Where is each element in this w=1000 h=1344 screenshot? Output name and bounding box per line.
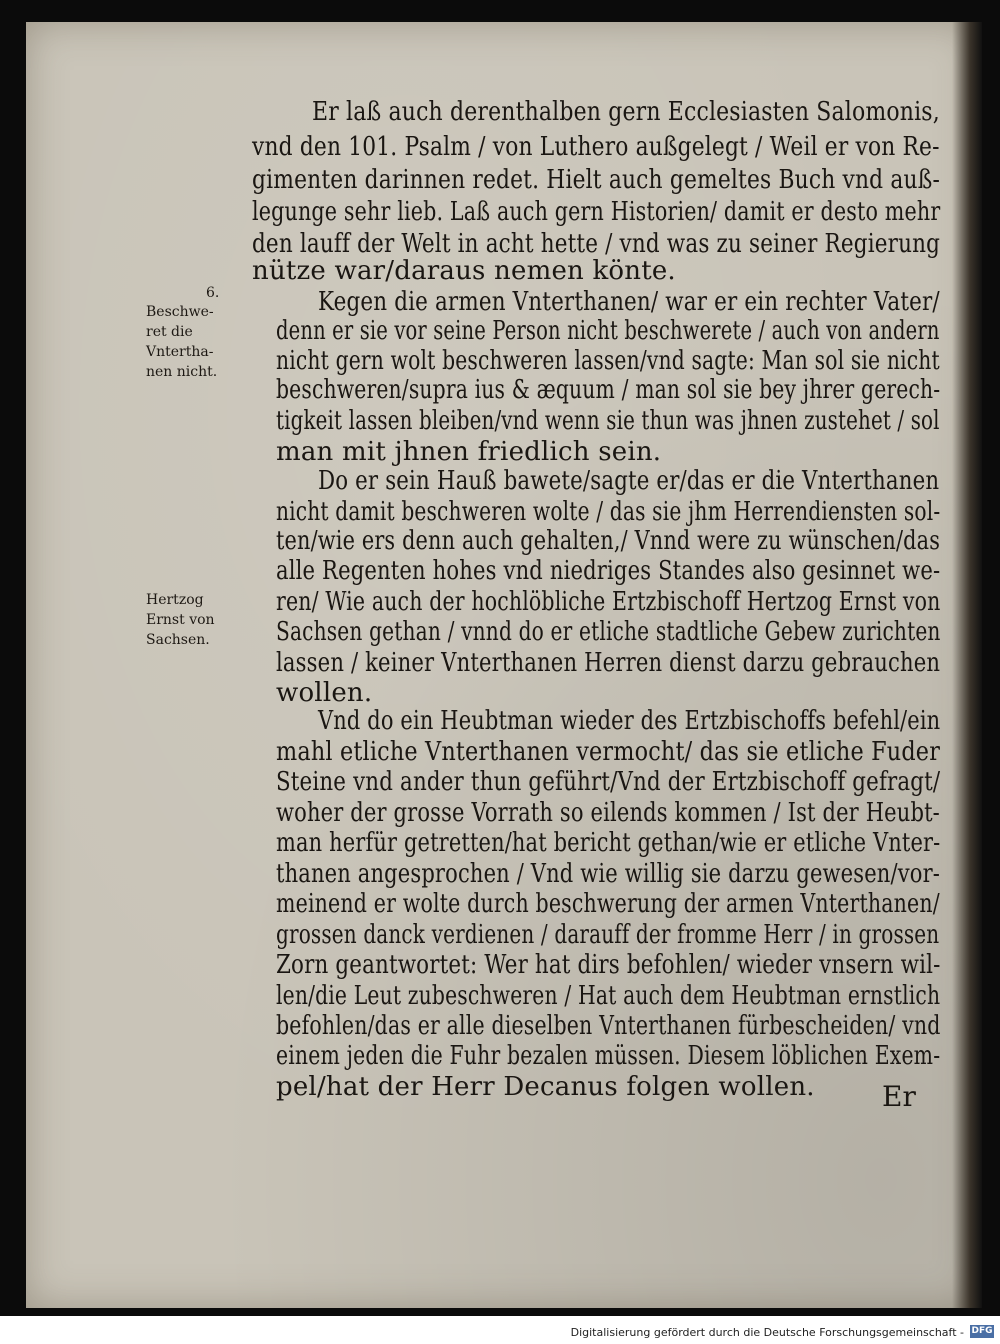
catchword: Er [882, 1080, 916, 1113]
text-line: alle Regenten hohes vnd niedriges Standes also gesinnet we- [276, 556, 941, 586]
text-line: Zorn geantwortet: Wer hat dirs befohlen/ wieder vnsern wil- [276, 950, 941, 980]
text-line: pel/hat der Herr Decanus folgen wollen. [276, 1072, 815, 1102]
text-line: tigkeit lassen bleiben/vnd wenn sie thun was jhnen zustehet / sol [276, 406, 940, 436]
text-line: man herfür getretten/hat bericht gethan/wie er etliche Vnter- [276, 828, 941, 858]
margin-note-line: Ernst von [146, 612, 215, 628]
text-line: grossen danck verdienen / darauff der fromme Herr / in grossen [276, 920, 940, 950]
margin-note-line: Sachsen. [146, 632, 210, 648]
text-line: len/die Leut zubeschweren / Hat auch dem Heubtman ernstlich [276, 981, 941, 1011]
text-line: man mit jhnen friedlich sein. [276, 437, 662, 467]
text-line: Sachsen gethan / vnnd do er etliche stadtliche Gebew zurichten [276, 617, 941, 647]
text-line: ten/wie ers denn auch gehalten,/ Vnnd were zu wünschen/das [276, 526, 941, 556]
text-line: thanen angesprochen / Vnd wie willig sie darzu gewesen/vor- [276, 859, 941, 889]
text-line: Steine vnd ander thun geführt/Vnd der Ertzbischoff gefragt/ [276, 767, 941, 797]
text-line: Vnd do ein Heubtman wieder des Ertzbischoffs befehl/ein [318, 706, 941, 736]
footer-bar [0, 1316, 1000, 1344]
dfg-logo: DFG [971, 1326, 993, 1336]
text-line: ren/ Wie auch der hochlöbliche Ertzbischoff Hertzog Ernst von [276, 587, 941, 617]
margin-note-line: nen nicht. [146, 364, 218, 380]
text-line: denn er sie vor seine Person nicht beschwerete / auch von andern [276, 316, 940, 346]
margin-note-line: Hertzog [146, 592, 204, 608]
text-line: nicht damit beschweren wolte / das sie jhm Herrendiensten sol- [276, 497, 941, 527]
margin-note-line: Vntertha- [146, 344, 214, 360]
text-line: befohlen/das er alle dieselben Vnterthanen fürbescheiden/ vnd [276, 1011, 941, 1041]
text-line: mahl etliche Vnterthanen vermocht/ das sie etliche Fuder [276, 737, 941, 767]
margin-note-number: 6. [206, 285, 220, 301]
text-line: Kegen die armen Vnterthanen/ war er ein rechter Vater/ [318, 287, 940, 317]
margin-note-line: Beschwe- [146, 304, 214, 320]
text-line: gimenten darinnen redet. Hielt auch gemeltes Buch vnd auß- [252, 165, 941, 195]
text-line: beschweren/supra ius & æquum / man sol sie bey jhrer gerech- [276, 375, 941, 405]
text-line: woher der grosse Vorrath so eilends kommen / Ist der Heubt- [276, 798, 940, 828]
text-line: Er laß auch derenthalben gern Ecclesiasten Salomonis, [312, 97, 940, 127]
text-line: einem jeden die Fuhr bezalen müssen. Diesem löblichen Exem- [276, 1041, 941, 1071]
text-line: vnd den 101. Psalm / von Luthero außgelegt / Weil er von Re- [252, 132, 940, 162]
text-line: meinend er wolte durch beschwerung der armen Vnterthanen/ [276, 889, 940, 919]
page-spine-shadow [952, 22, 982, 1308]
text-line: wollen. [276, 678, 373, 708]
text-line: den lauff der Welt in acht hette / vnd was zu seiner Regierung [252, 229, 941, 259]
text-line: legunge sehr lieb. Laß auch gern Historien/ damit er desto mehr [252, 197, 941, 227]
text-line: nicht gern wolt beschweren lassen/vnd sagte: Man sol sie nicht [276, 346, 940, 376]
text-line: Do er sein Hauß bawete/sagte er/das er die Vnterthanen [318, 466, 940, 496]
text-line: nütze war/daraus nemen könte. [252, 256, 676, 286]
funding-notice: Digitalisierung gefördert durch die Deutsche Forschungsgemeinschaft - [570, 1326, 964, 1339]
margin-note-line: ret die [146, 324, 193, 340]
text-line: lassen / keiner Vnterthanen Herren dienst darzu gebrauchen [276, 648, 941, 678]
